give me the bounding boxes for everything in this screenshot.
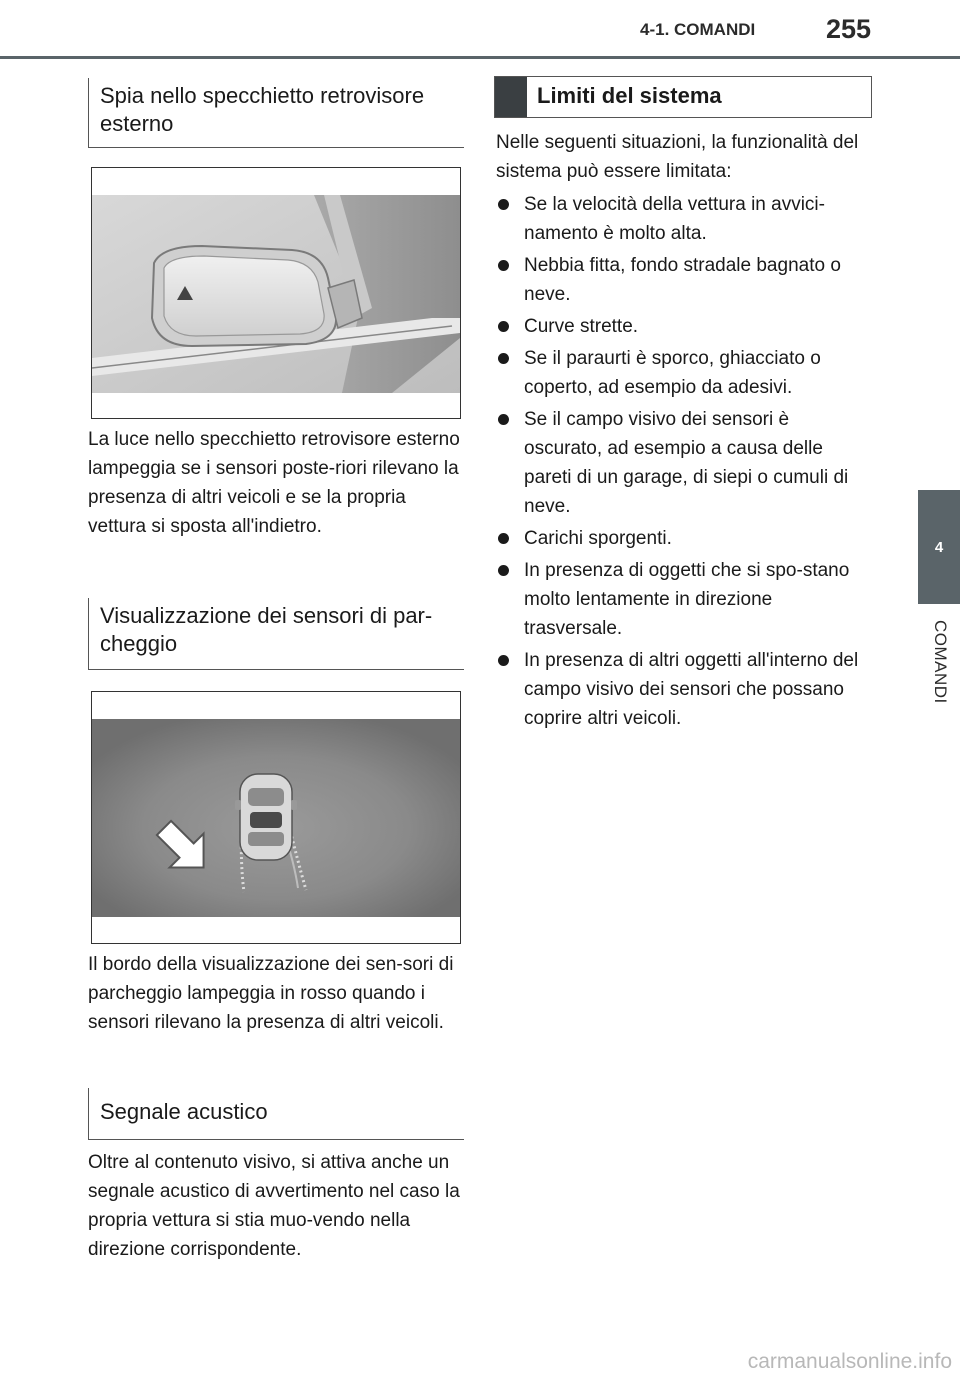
list-item-text: In presenza di altri oggetti all'interno del campo visivo dei sensori che possano coprire altri veicoli.: [524, 650, 859, 729]
list-item-text: Se la velocità della vettura in avvici-namento è molto alta.: [524, 194, 825, 244]
list-item-text: Se il paraurti è sporco, ghiacciato o coperto, ad esempio da adesivi.: [524, 348, 821, 398]
bullet-icon: [498, 655, 509, 666]
mirror-figure: [91, 167, 461, 419]
watermark: carmanualsonline.info: [747, 1350, 952, 1373]
list-item: [496, 251, 866, 309]
list-item: [496, 524, 866, 553]
list-item: [496, 344, 866, 402]
list-item-text: Nebbia fitta, fondo stradale bagnato o neve.: [524, 255, 841, 305]
display-body-text: Il bordo della visualizzazione dei sen-sori di parcheggio lampeggia in rosso quando i sensori rilevano la presenza di altri veicoli.: [88, 954, 454, 1033]
chapter-label: COMANDI: [931, 620, 950, 704]
mirror-body-text: La luce nello specchietto retrovisore esterno lampeggia se i sensori poste-riori rilevano la presenza di altri veicoli e se la propria vettura si sposta all'indietro.: [88, 429, 460, 537]
limits-title: Limiti del sistema: [537, 83, 722, 108]
limits-list: [496, 190, 866, 736]
limits-intro: Nelle seguenti situazioni, la funzionalità del sistema può essere limitata:: [496, 132, 859, 182]
heading-marker: [495, 77, 527, 117]
mirror-section-heading: Spia nello specchietto retrovisore esterno: [88, 78, 464, 148]
list-item-text: Se il campo visivo dei sensori è oscurato, ad esempio a causa delle pareti di un garage, di siepi o cumuli di neve.: [524, 409, 849, 517]
list-item-text: In presenza di oggetti che si spo-stano molto lentamente in direzione trasversale.: [524, 560, 850, 639]
side-mirror-warning-icon: [92, 168, 460, 418]
list-item: [496, 312, 866, 341]
list-item: [496, 405, 866, 521]
bullet-icon: [498, 565, 509, 576]
list-item-text: Carichi sporgenti.: [524, 528, 672, 549]
bullet-icon: [498, 353, 509, 364]
header-rule: [0, 56, 960, 59]
acoustic-body-text: Oltre al contenuto visivo, si attiva anche un segnale acustico di avvertimento nel caso la propria vettura si stia muo-vendo nella direzione corrispondente.: [88, 1152, 460, 1260]
chapter-tab: [918, 490, 960, 604]
bullet-icon: [498, 321, 509, 332]
display-section-heading: Visualizzazione dei sensori di par-cheggio: [88, 598, 464, 670]
bullet-icon: [498, 199, 509, 210]
list-item: [496, 556, 866, 643]
running-header: 4-1. COMANDI: [640, 20, 756, 39]
list-item: [496, 646, 866, 733]
display-figure: [91, 691, 461, 944]
bullet-icon: [498, 533, 509, 544]
bullet-icon: [498, 414, 509, 425]
parking-sensor-display-icon: [92, 692, 460, 943]
acoustic-section-heading: Segnale acustico: [88, 1088, 464, 1140]
bullet-icon: [498, 260, 509, 271]
chapter-number: 4: [934, 538, 944, 556]
limits-heading: [494, 76, 872, 118]
list-item: [496, 190, 866, 248]
page-number: 255: [826, 14, 872, 44]
list-item-text: Curve strette.: [524, 316, 639, 337]
